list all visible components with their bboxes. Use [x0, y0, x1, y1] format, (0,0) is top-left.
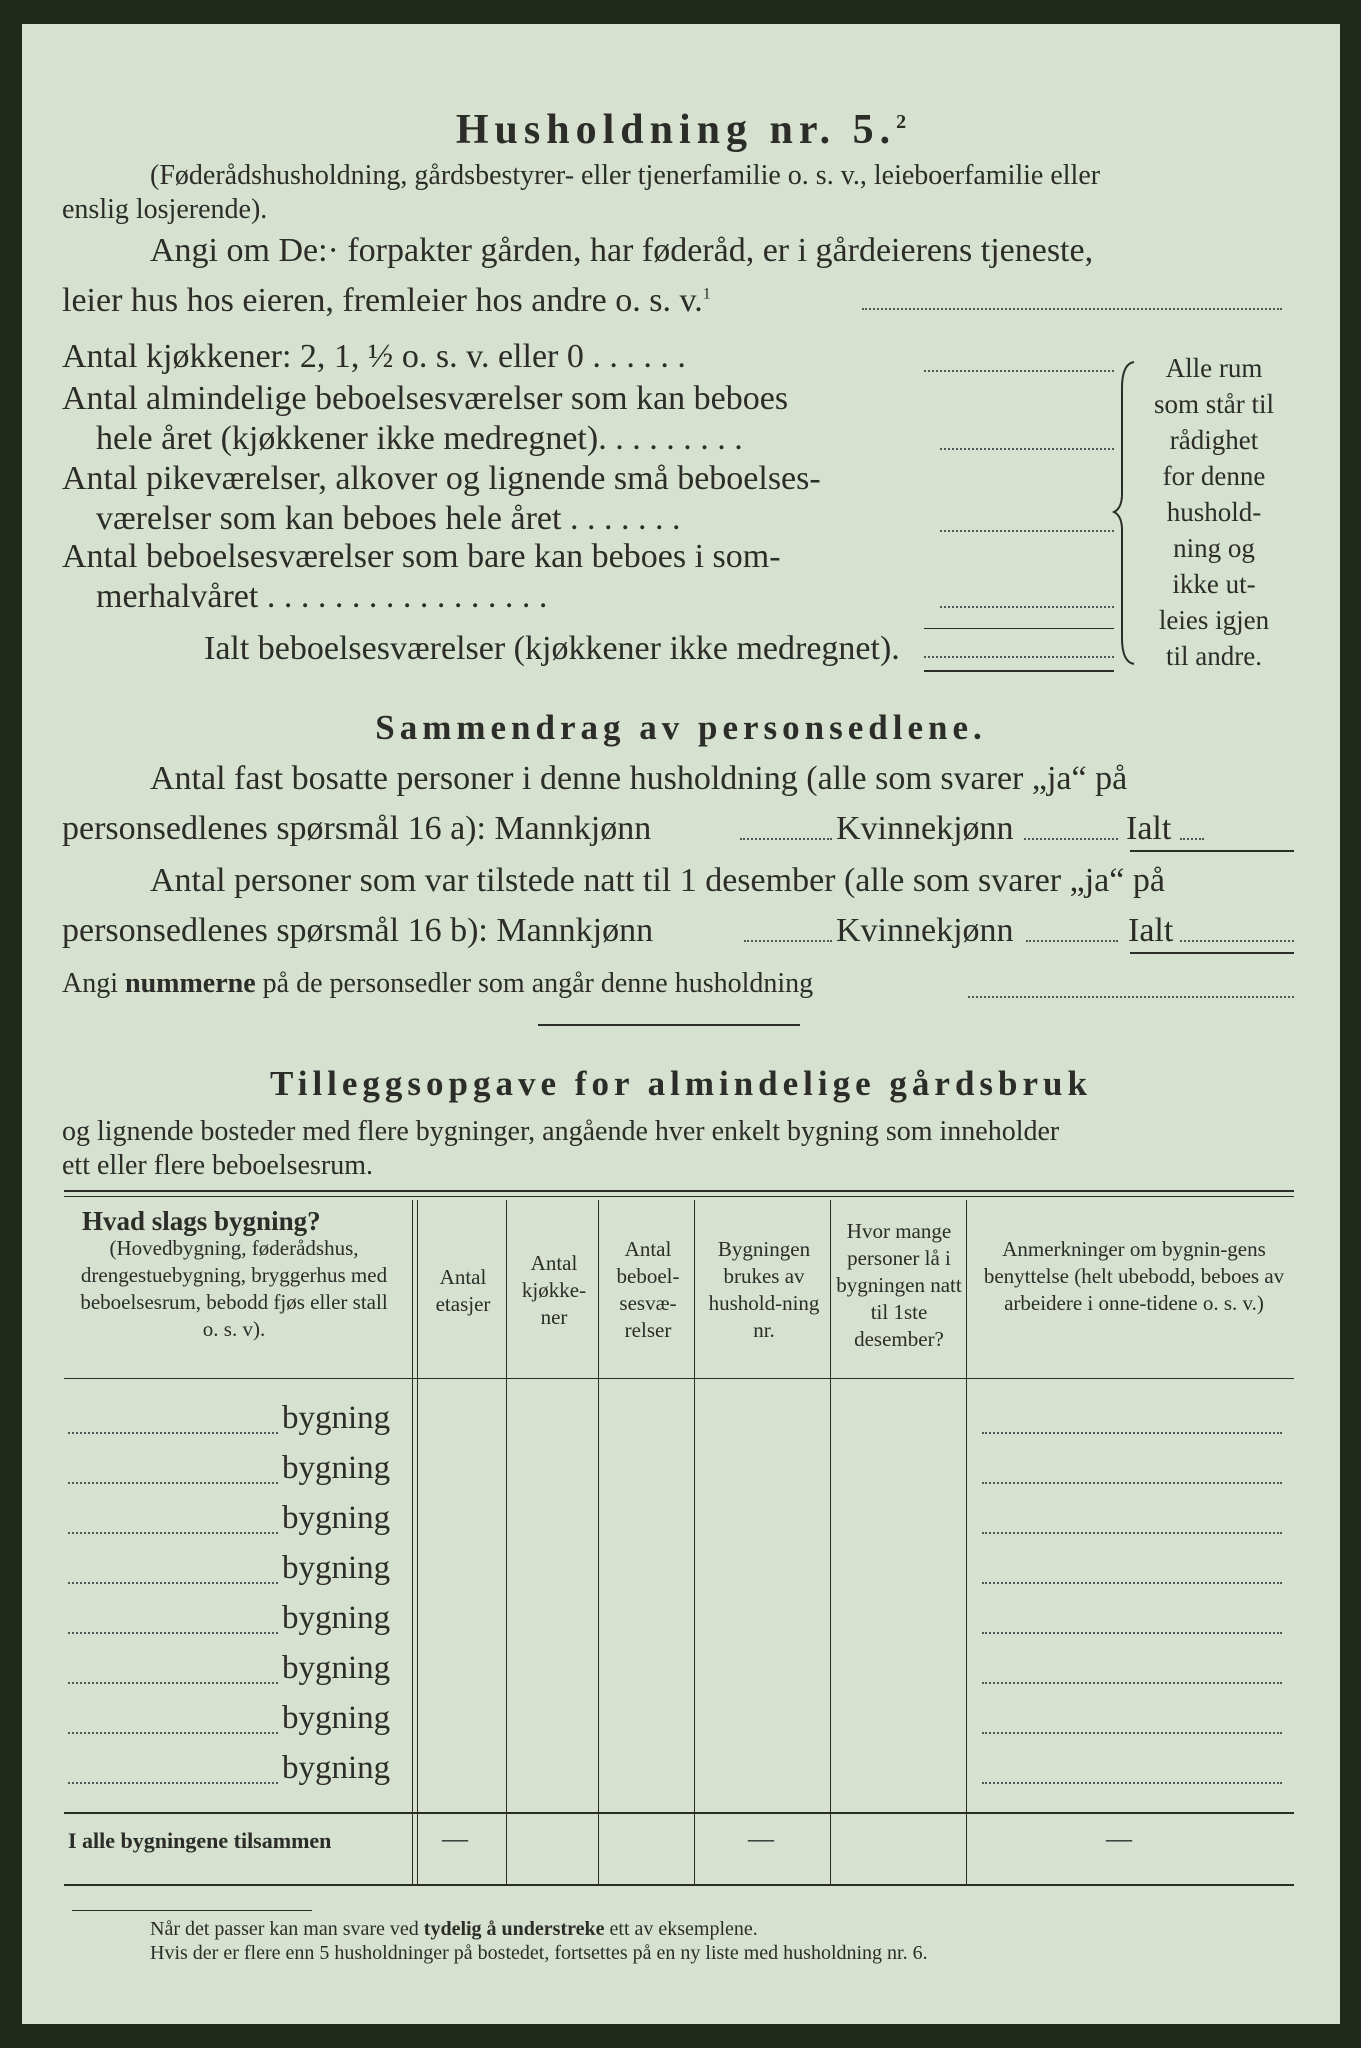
present-total-underline [1130, 952, 1294, 954]
angi-line-2-text: leier hus hos eieren, fremleier hos andre o. s. v. [62, 282, 703, 319]
page-title [22, 106, 1340, 154]
table-bottom-rule [64, 1884, 1294, 1886]
farm-heading: Tilleggsopgave for almindelige gårdsbruk [270, 1064, 1092, 1103]
row-type-input[interactable] [68, 1482, 278, 1484]
fast-total-label: Ialt [1126, 810, 1172, 847]
row-type-input[interactable] [68, 1782, 278, 1784]
col-divider [966, 1200, 967, 1884]
present-question-1: Antal personer som var tilstede natt til 1 desember (alle som svarer „ja“ på [150, 862, 1165, 899]
present-female-answer[interactable] [1026, 940, 1118, 942]
footnote-1-text: Når det passer kan man svare ved [150, 1918, 419, 1940]
total-rooms-answer-line[interactable] [924, 656, 1114, 658]
kitchens-question: Antal kjøkkener: 2, 1, ½ o. s. v. eller 0 . . . . . . [62, 338, 686, 375]
row-notes-input[interactable] [982, 1482, 1282, 1484]
fast-female-answer[interactable] [1024, 838, 1118, 840]
rooms-question-1: Antal almindelige beboelsesværelser som kan beboes [62, 380, 789, 417]
summary-heading: Sammendrag av personsedlene. [375, 708, 987, 747]
present-total-answer[interactable] [1180, 940, 1294, 942]
side-note-line: rådighet [1169, 425, 1259, 455]
col-header-type [64, 1208, 404, 1343]
side-note [1134, 350, 1294, 674]
fast-question-1: Antal fast bosatte personer i denne husholdning (alle som svarer „ja“ på [150, 760, 1128, 797]
row-label-bygning: bygning [282, 1500, 391, 1536]
row-notes-input[interactable] [982, 1532, 1282, 1534]
total-rooms-label: Ialt beboelsesværelser (kjøkkener ikke medregnet). [204, 630, 900, 667]
maid-answer-line[interactable] [940, 530, 1114, 532]
summer-answer-line[interactable] [940, 606, 1114, 608]
present-male-answer[interactable] [744, 940, 832, 942]
footnote-rule [72, 1910, 312, 1911]
form-sheet [22, 24, 1340, 2024]
table-header-rule [64, 1378, 1294, 1379]
rooms-question-2-text: hele året (kjøkkener ikke medregnet). . . . . . . . . [96, 420, 743, 457]
footnote-1 [150, 1918, 758, 1941]
side-note-line: leies igjen [1158, 605, 1270, 635]
row-type-input[interactable] [68, 1732, 278, 1734]
row-type-input[interactable] [68, 1432, 278, 1434]
side-note-line: for denne [1162, 461, 1266, 491]
total-rooms-underline [924, 670, 1114, 672]
row-type-input[interactable] [68, 1582, 278, 1584]
kitchens-answer-line[interactable] [924, 370, 1114, 372]
table-total-rule [64, 1812, 1294, 1814]
col-header-type-desc: (Hovedbygning, føderådshus, drengestuebygning, bryggerhus med beboelsesrum, bebodd fjøs eller stall o. s. v). [80, 1236, 388, 1341]
row-type-input[interactable] [68, 1632, 278, 1634]
fast-question-2: personsedlenes spørsmål 16 a): Mannkjønn [62, 810, 652, 847]
numbers-question-rest: på de personsedler som angår denne husholdning [262, 968, 814, 999]
col-header-rooms: Antal beboel-sesvæ-relser [616, 1237, 680, 1342]
farm-intro-2: ett eller flere beboelsesrum. [62, 1150, 373, 1181]
col-header-used-by: Bygningen brukes av hushold-ning nr. [708, 1237, 820, 1342]
footnote-1-bold: tydelig å understreke [423, 1918, 605, 1940]
row-notes-input[interactable] [982, 1632, 1282, 1634]
total-dash: — [1106, 1824, 1132, 1853]
table-top-rule [64, 1190, 1294, 1192]
angi-answer-line[interactable] [862, 308, 1282, 310]
rooms-question-2 [96, 420, 743, 458]
col-divider [506, 1200, 507, 1884]
footnote-2: Hvis der er flere enn 5 husholdninger på bostedet, fortsettes på en ny liste med husholdning nr. 6. [150, 1942, 928, 1964]
row-notes-input[interactable] [982, 1782, 1282, 1784]
present-total-label: Ialt [1128, 912, 1174, 949]
row-type-input[interactable] [68, 1532, 278, 1534]
side-note-line: til andre. [1166, 641, 1262, 671]
col-header-kitchens: Antal kjøkke-ner [521, 1251, 587, 1329]
col-header-etasjer: Antal etasjer [435, 1265, 491, 1316]
row-notes-input[interactable] [982, 1582, 1282, 1584]
col-header-type-title: Hvad slags bygning? [82, 1206, 321, 1236]
row-label-bygning: bygning [282, 1400, 391, 1436]
angi-line-1: Angi om De:· forpakter gården, har føderåd, er i gårdeierens tjeneste, [150, 232, 1094, 269]
present-question-2: personsedlenes spørsmål 16 b): Mannkjønn [62, 912, 654, 949]
side-note-line: ning og [1173, 533, 1255, 563]
table-top-rule-2 [64, 1196, 1294, 1197]
row-label-bygning: bygning [282, 1750, 391, 1786]
subtitle: (Føderådshusholdning, gårdsbestyrer- eller tjenerfamilie o. s. v., leieboerfamilie eller [150, 160, 1101, 191]
row-label-bygning: bygning [282, 1700, 391, 1736]
numbers-question-text: Angi [62, 968, 118, 999]
title-footnote-mark: 2 [896, 111, 907, 133]
col-divider [598, 1200, 599, 1884]
col-divider [417, 1200, 418, 1884]
maid-question-2: værelser som kan beboes hele året . . . . . . . [96, 500, 681, 537]
side-note-line: som står til [1154, 389, 1274, 419]
numbers-answer-line[interactable] [968, 996, 1294, 998]
row-notes-input[interactable] [982, 1732, 1282, 1734]
col-divider [830, 1200, 831, 1884]
col-header-notes: Anmerkninger om bygnin-gens benyttelse (helt ubebodd, beboes av arbeidere i onne-tidene o. s. v.) [983, 1237, 1285, 1315]
total-row-label: I alle bygningene tilsammen [68, 1828, 332, 1853]
row-notes-input[interactable] [982, 1682, 1282, 1684]
fast-total-answer[interactable] [1180, 838, 1204, 840]
summer-question-1: Antal beboelsesværelser som bare kan beboes i som- [62, 538, 781, 575]
maid-question-1: Antal pikeværelser, alkover og lignende små beboelses- [62, 460, 821, 497]
angi-footnote-mark: 1 [702, 285, 711, 303]
fast-male-answer[interactable] [740, 838, 832, 840]
numbers-question [62, 968, 813, 1000]
total-dash: — [748, 1824, 774, 1853]
side-note-line: hushold- [1166, 497, 1262, 527]
title-text: Husholdning nr. 5. [455, 107, 897, 153]
row-label-bygning: bygning [282, 1600, 391, 1636]
col-divider [412, 1200, 413, 1884]
total-dash: — [442, 1824, 468, 1853]
angi-line-2 [62, 282, 711, 320]
col-header-persons: Hvor mange personer lå i bygningen natt til 1ste desember? [836, 1219, 962, 1351]
fast-female-label: Kvinnekjønn [836, 810, 1014, 847]
section-divider [538, 1024, 800, 1026]
present-female-label: Kvinnekjønn [836, 912, 1014, 949]
farm-intro-1: og lignende bosteder med flere bygninger, angående hver enkelt bygning som inneholder [62, 1116, 1060, 1147]
row-label-bygning: bygning [282, 1650, 391, 1686]
sum-rule [924, 628, 1114, 629]
side-note-line: ikke ut- [1172, 569, 1256, 599]
col-divider [694, 1200, 695, 1884]
subtitle-cont: enslig losjerende). [62, 194, 268, 225]
row-label-bygning: bygning [282, 1450, 391, 1486]
fast-total-underline [1130, 850, 1294, 852]
row-type-input[interactable] [68, 1682, 278, 1684]
footnote-1-end: ett av eksemplene. [609, 1918, 758, 1940]
side-note-line: Alle rum [1165, 353, 1263, 383]
numbers-question-bold: nummerne [125, 968, 256, 999]
row-notes-input[interactable] [982, 1432, 1282, 1434]
row-label-bygning: bygning [282, 1550, 391, 1586]
rooms-answer-line[interactable] [940, 448, 1114, 450]
summer-question-2: merhalvåret . . . . . . . . . . . . . . . . . [96, 578, 548, 615]
